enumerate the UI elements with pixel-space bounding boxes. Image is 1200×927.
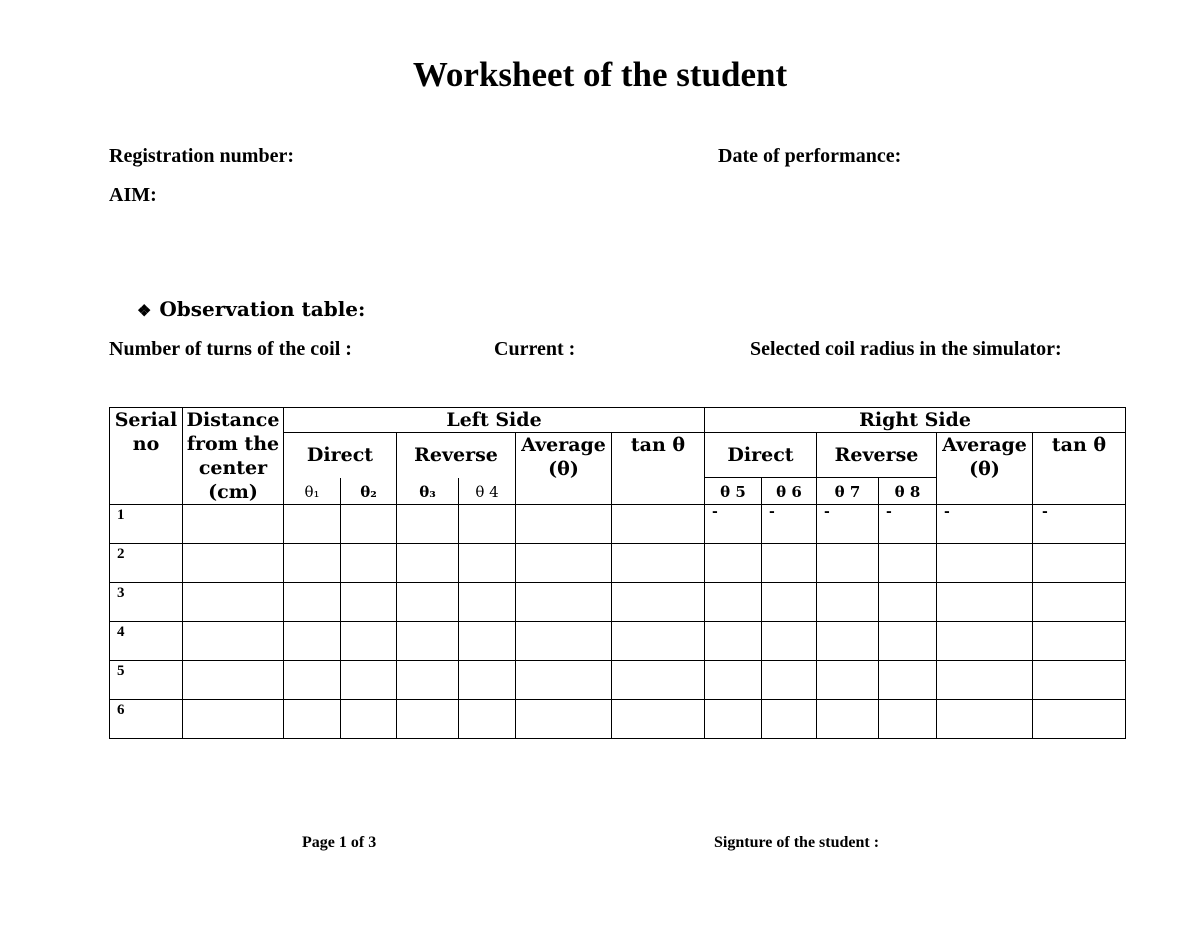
dash-cell: - — [937, 505, 1033, 544]
table-cell[interactable] — [612, 544, 705, 583]
theta-7-header: θ 7 — [817, 478, 879, 505]
dash-cell: - — [879, 505, 937, 544]
table-cell[interactable] — [762, 700, 817, 739]
theta-3-header: θ₃ — [397, 478, 459, 505]
table-cell[interactable] — [459, 622, 516, 661]
table-cell[interactable] — [937, 700, 1033, 739]
table-cell[interactable] — [516, 700, 612, 739]
right-tan-header: tan θ — [1033, 433, 1126, 505]
table-row — [110, 583, 1126, 622]
left-tan-header: tan θ — [612, 433, 705, 505]
left-side-header: Left Side — [284, 408, 705, 433]
observation-heading-text: Observation table: — [159, 297, 366, 321]
table-cell[interactable] — [937, 661, 1033, 700]
table-cell[interactable] — [397, 622, 459, 661]
table-cell[interactable] — [1033, 700, 1126, 739]
table-cell[interactable] — [817, 700, 879, 739]
table-cell[interactable] — [284, 661, 341, 700]
table-cell[interactable] — [817, 661, 879, 700]
theta-5-header: θ 5 — [705, 478, 762, 505]
aim-label: AIM: — [109, 184, 157, 206]
table-cell[interactable] — [817, 622, 879, 661]
right-average-header: Average (θ) — [937, 433, 1033, 505]
table-row — [110, 661, 1126, 700]
dash-cell: - — [705, 505, 762, 544]
signature-label: Signture of the student : — [714, 834, 880, 851]
table-cell[interactable] — [879, 544, 937, 583]
right-reverse-header: Reverse — [817, 433, 937, 478]
table-cell[interactable] — [612, 583, 705, 622]
table-cell[interactable] — [879, 583, 937, 622]
table-cell[interactable] — [459, 544, 516, 583]
observation-table — [109, 407, 1126, 739]
dash-cell: - — [1033, 505, 1126, 544]
radius-label: Selected coil radius in the simulator: — [750, 338, 1062, 360]
table-cell[interactable] — [183, 505, 284, 544]
table-cell[interactable] — [937, 544, 1033, 583]
theta-1-header: θ₁ — [284, 478, 341, 505]
table-cell[interactable] — [705, 700, 762, 739]
table-cell[interactable] — [516, 661, 612, 700]
table-cell[interactable] — [284, 505, 341, 544]
table-cell[interactable] — [705, 544, 762, 583]
table-cell[interactable] — [612, 505, 705, 544]
table-cell[interactable] — [183, 622, 284, 661]
table-cell[interactable] — [397, 661, 459, 700]
table-cell[interactable] — [459, 583, 516, 622]
table-cell[interactable] — [516, 505, 612, 544]
table-cell[interactable] — [879, 661, 937, 700]
table-cell[interactable] — [817, 583, 879, 622]
table-row — [110, 622, 1126, 661]
table-cell[interactable] — [397, 700, 459, 739]
serial-header: Serial no — [110, 408, 183, 505]
table-cell[interactable] — [612, 661, 705, 700]
table-cell[interactable] — [762, 622, 817, 661]
table-cell[interactable] — [937, 583, 1033, 622]
table-cell[interactable] — [1033, 661, 1126, 700]
row-number: 5 — [110, 661, 183, 700]
table-cell[interactable] — [1033, 583, 1126, 622]
left-direct-header: Direct — [284, 433, 397, 478]
table-row — [110, 544, 1126, 583]
row-number: 2 — [110, 544, 183, 583]
table-cell[interactable] — [183, 583, 284, 622]
row-number: 4 — [110, 622, 183, 661]
turns-label: Number of turns of the coil : — [109, 338, 352, 360]
table-cell[interactable] — [612, 700, 705, 739]
table-cell[interactable] — [612, 622, 705, 661]
table-cell[interactable] — [183, 544, 284, 583]
distance-header: Distance from the center (cm) — [183, 408, 284, 505]
table-cell[interactable] — [705, 622, 762, 661]
date-label: Date of performance: — [718, 145, 902, 167]
table-cell[interactable] — [817, 544, 879, 583]
table-cell[interactable] — [341, 622, 397, 661]
dash-cell: - — [817, 505, 879, 544]
table-row — [110, 700, 1126, 739]
theta-4-header: θ 4 — [459, 478, 516, 505]
table-cell[interactable] — [341, 544, 397, 583]
right-side-header: Right Side — [705, 408, 1126, 433]
page-number: Page 1 of 3 — [302, 834, 377, 851]
table-cell[interactable] — [183, 661, 284, 700]
table-cell[interactable] — [341, 583, 397, 622]
table-cell[interactable] — [1033, 544, 1126, 583]
table-cell[interactable] — [762, 544, 817, 583]
table-cell[interactable] — [1033, 622, 1126, 661]
table-cell[interactable] — [341, 505, 397, 544]
table-cell[interactable] — [459, 700, 516, 739]
row-number: 1 — [110, 505, 183, 544]
right-direct-header: Direct — [705, 433, 817, 478]
table-cell[interactable] — [516, 544, 612, 583]
table-cell[interactable] — [397, 505, 459, 544]
theta-2-header: θ₂ — [341, 478, 397, 505]
left-average-header: Average (θ) — [516, 433, 612, 505]
registration-label: Registration number: — [109, 145, 294, 167]
table-cell[interactable] — [937, 622, 1033, 661]
page-title: Worksheet of the student — [412, 55, 788, 94]
observation-heading — [137, 297, 365, 321]
table-cell[interactable] — [459, 505, 516, 544]
table-cell[interactable] — [705, 661, 762, 700]
table-row — [110, 505, 1126, 544]
table-cell[interactable] — [397, 544, 459, 583]
current-label: Current : — [494, 338, 576, 360]
table-cell[interactable] — [284, 583, 341, 622]
row-number: 3 — [110, 583, 183, 622]
left-reverse-header: Reverse — [397, 433, 516, 478]
table-cell[interactable] — [762, 583, 817, 622]
table-cell[interactable] — [762, 661, 817, 700]
row-number: 6 — [110, 700, 183, 739]
table-cell[interactable] — [705, 583, 762, 622]
table-cell[interactable] — [516, 583, 612, 622]
table-cell[interactable] — [397, 583, 459, 622]
table-cell[interactable] — [284, 544, 341, 583]
diamond-bullet-icon: ❖ — [137, 301, 152, 320]
table-cell[interactable] — [284, 622, 341, 661]
dash-cell: - — [762, 505, 817, 544]
table-cell[interactable] — [879, 622, 937, 661]
table-cell[interactable] — [459, 661, 516, 700]
table-cell[interactable] — [284, 700, 341, 739]
table-cell[interactable] — [341, 661, 397, 700]
theta-6-header: θ 6 — [762, 478, 817, 505]
table-cell[interactable] — [341, 700, 397, 739]
theta-8-header: θ 8 — [879, 478, 937, 505]
table-cell[interactable] — [879, 700, 937, 739]
table-cell[interactable] — [183, 700, 284, 739]
table-cell[interactable] — [516, 622, 612, 661]
